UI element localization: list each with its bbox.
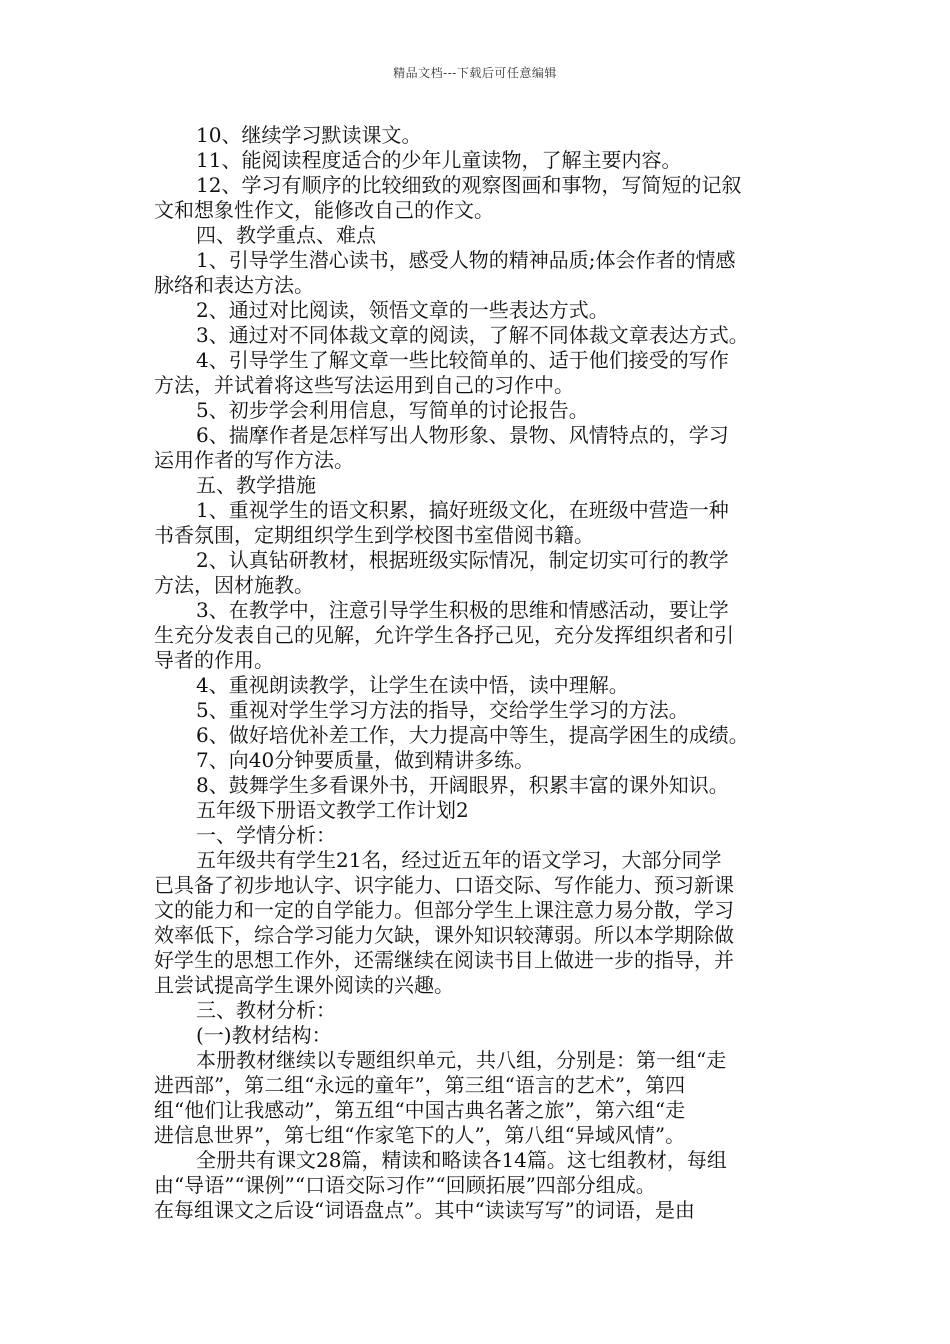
text-line: 组“他们让我感动”，第五组“中国古典名著之旅”，第六组“走 — [154, 1098, 686, 1122]
text-line: 7、向40分钟要质量，做到精讲多练。 — [196, 748, 535, 772]
text-line: 效率低下，综合学习能力欠缺，课外知识较薄弱。所以本学期除做 — [154, 923, 734, 947]
text-line: 生充分发表自己的见解，允许学生各抒己见，充分发挥组织者和引 — [154, 623, 734, 647]
text-line: 10、继续学习默读课文。 — [196, 123, 422, 147]
text-line: 方法，并试着将这些写法运用到自己的习作中。 — [154, 373, 574, 397]
text-line: 1、重视学生的语文积累，搞好班级文化，在班级中营造一种 — [196, 498, 729, 522]
text-line: 好学生的思想工作外，还需继续在阅读书目上做进一步的指导，并 — [154, 948, 734, 972]
text-line: 方法，因材施教。 — [154, 573, 314, 597]
text-line: 1、引导学生潜心读书，感受人物的精神品质;体会作者的情感 — [196, 248, 736, 272]
text-line: 3、在教学中，注意引导学生积极的思维和情感活动，要让学 — [196, 598, 729, 622]
text-line: 进信息世界”，第七组“作家笔下的人”，第八组“异域风情”。 — [154, 1123, 686, 1147]
text-line: 5、初步学会利用信息，写简单的讨论报告。 — [196, 398, 589, 422]
text-line: 三、教材分析： — [196, 998, 336, 1022]
text-line: 文的能力和一定的自学能力。但部分学生上课注意力易分散，学习 — [154, 898, 734, 922]
text-line: 进西部”，第二组“永远的童年”，第三组“语言的艺术”，第四 — [154, 1073, 686, 1097]
text-line: 5、重视对学生学习方法的指导，交给学生学习的方法。 — [196, 698, 689, 722]
text-line: 本册教材继续以专题组织单元，共八组，分别是：第一组“走 — [196, 1048, 727, 1072]
text-line: 四、教学重点、难点 — [196, 223, 376, 247]
text-line: 导者的作用。 — [154, 648, 274, 672]
text-line: 五、教学措施 — [196, 473, 316, 497]
text-line: 已具备了初步地认字、识字能力、口语交际、写作能力、预习新课 — [154, 873, 734, 897]
document-body — [154, 123, 814, 1223]
text-line: 12、学习有顺序的比较细致的观察图画和事物，写简短的记叙 — [196, 173, 742, 197]
text-line: 3、通过对不同体裁文章的阅读，了解不同体裁文章表达方式。 — [196, 323, 749, 347]
text-line: 脉络和表达方法。 — [154, 273, 314, 297]
text-line: 6、揣摩作者是怎样写出人物形象、景物、风情特点的，学习 — [196, 423, 729, 447]
text-line: 且尝试提高学生课外阅读的兴趣。 — [154, 973, 454, 997]
text-line: 8、鼓舞学生多看课外书，开阔眼界，积累丰富的课外知识。 — [196, 773, 729, 797]
text-line: 由“导语”“课例”“口语交际习作”“回顾拓展”四部分组成。 — [154, 1173, 656, 1197]
text-line: 一、学情分析： — [196, 823, 336, 847]
text-line: 6、做好培优补差工作，大力提高中等生，提高学困生的成绩。 — [196, 723, 749, 747]
text-line: 4、重视朗读教学，让学生在读中悟，读中理解。 — [196, 673, 629, 697]
text-line: (一)教材结构： — [196, 1023, 332, 1047]
text-line: 2、认真钻研教材，根据班级实际情况，制定切实可行的教学 — [196, 548, 729, 572]
text-line: 文和想象性作文，能修改自己的作文。 — [154, 198, 494, 222]
text-line: 11、能阅读程度适合的少年儿童读物，了解主要内容。 — [196, 148, 682, 172]
text-line: 全册共有课文28篇，精读和略读各14篇。这七组教材，每组 — [196, 1148, 727, 1172]
text-line: 五年级下册语文教学工作计划2 — [196, 798, 469, 822]
text-line: 2、通过对比阅读，领悟文章的一些表达方式。 — [196, 298, 609, 322]
text-line: 五年级共有学生21名，经过近五年的语文学习，大部分同学 — [196, 848, 722, 872]
text-line: 运用作者的写作方法。 — [154, 448, 354, 472]
page-header-watermark: 精品文档---下载后可任意编辑 — [393, 66, 557, 80]
text-line: 4、引导学生了解文章一些比较简单的、适于他们接受的写作 — [196, 348, 729, 372]
text-line: 在每组课文之后设“词语盘点”。其中“读读写写”的词语，是由 — [154, 1198, 695, 1222]
text-line: 书香氛围，定期组织学生到学校图书室借阅书籍。 — [154, 523, 594, 547]
